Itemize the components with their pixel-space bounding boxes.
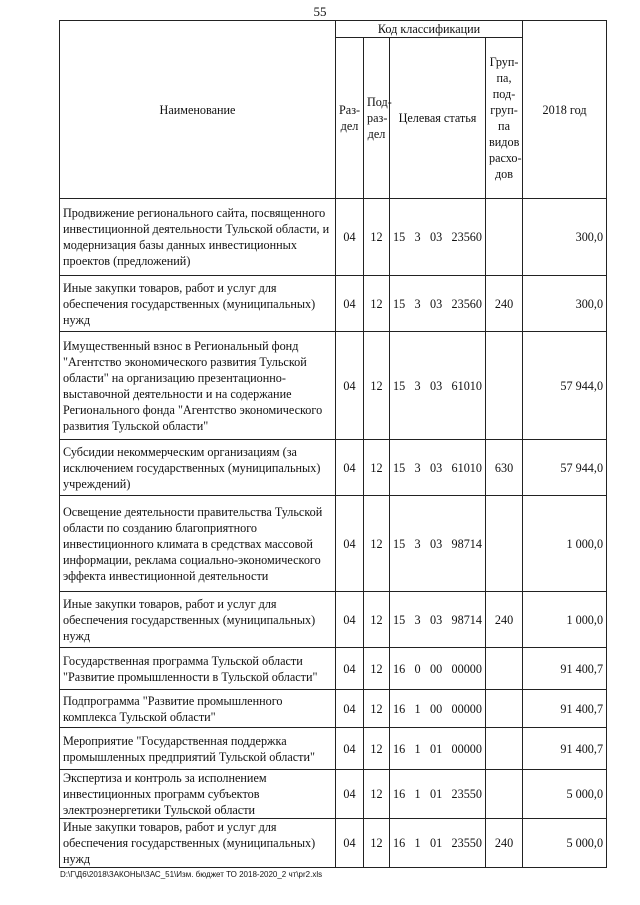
row-subsection: 12 <box>364 276 390 332</box>
row-target <box>390 648 486 690</box>
row-section: 04 <box>336 819 364 868</box>
row-expense-group <box>486 648 523 690</box>
row-subsection: 12 <box>364 819 390 868</box>
row-target-direction: 00000 <box>451 741 482 756</box>
row-amount: 57 944,0 <box>523 332 607 440</box>
row-target-subprogram: 3 <box>414 378 421 393</box>
row-target-program: 16 <box>393 701 406 716</box>
row-amount: 57 944,0 <box>523 440 607 496</box>
row-name: Подпрограмма "Развитие промышленного комплекса Тульской области" <box>60 690 336 728</box>
row-target-program: 15 <box>393 612 406 627</box>
row-subsection: 12 <box>364 592 390 648</box>
row-name: Государственная программа Тульской области "Развитие промышленности в Тульской области" <box>60 648 336 690</box>
table-row <box>60 276 607 332</box>
row-expense-group <box>486 199 523 276</box>
row-name: Иные закупки товаров, работ и услуг для обеспечения государственных (муниципальных) нужд <box>60 276 336 332</box>
row-section: 04 <box>336 648 364 690</box>
row-target-direction: 98714 <box>451 612 482 627</box>
header-code-group: Код классификации <box>336 21 523 38</box>
row-target-direction: 00000 <box>451 661 482 676</box>
row-subsection: 12 <box>364 690 390 728</box>
row-target-event: 03 <box>429 460 443 475</box>
row-target-program: 15 <box>393 536 406 551</box>
row-target-subprogram: 3 <box>414 296 421 311</box>
row-target-program: 15 <box>393 230 406 244</box>
row-target-subprogram: 0 <box>414 661 421 676</box>
table-row <box>60 728 607 770</box>
row-target <box>390 199 486 276</box>
row-expense-group: 240 <box>486 276 523 332</box>
row-target-direction: 61010 <box>451 460 482 475</box>
row-target-program: 16 <box>393 836 406 850</box>
table-row <box>60 440 607 496</box>
table-row <box>60 690 607 728</box>
table-row <box>60 648 607 690</box>
row-amount: 1 000,0 <box>523 592 607 648</box>
row-subsection: 12 <box>364 496 390 592</box>
row-expense-group <box>486 690 523 728</box>
header-expense-group: Груп- па, под- груп- па видов расхо- дов <box>486 38 523 199</box>
row-subsection: 12 <box>364 440 390 496</box>
row-amount: 91 400,7 <box>523 648 607 690</box>
row-target-program: 15 <box>393 296 406 311</box>
row-target-direction: 23550 <box>451 787 482 801</box>
row-name: Субсидии некоммерческим организациям (за исключением государственных (муниципальных) учреждений) <box>60 440 336 496</box>
table-row <box>60 592 607 648</box>
row-expense-group <box>486 728 523 770</box>
row-target-direction: 23550 <box>451 836 482 850</box>
row-section: 04 <box>336 276 364 332</box>
row-target-subprogram: 3 <box>414 230 421 244</box>
header-year: 2018 год <box>523 21 607 199</box>
row-target-event: 00 <box>429 661 443 676</box>
table-row <box>60 770 607 819</box>
row-target-direction: 61010 <box>451 378 482 393</box>
row-expense-group <box>486 770 523 819</box>
file-path-footer: D:\Г\Д6\2018\ЗАКОНЫ\ЗАС_51\Изм. бюджет ТО 2018-2020_2 чт\pr2.xls <box>60 870 323 879</box>
table-row <box>60 496 607 592</box>
table-row <box>60 199 607 276</box>
row-target-direction: 23560 <box>451 296 482 311</box>
row-name: Иные закупки товаров, работ и услуг для обеспечения государственных (муниципальных) нужд <box>60 819 336 868</box>
header-name: Наименование <box>60 21 336 199</box>
row-amount: 300,0 <box>523 199 607 276</box>
row-target <box>390 690 486 728</box>
row-name: Иные закупки товаров, работ и услуг для обеспечения государственных (муниципальных) нужд <box>60 592 336 648</box>
row-section: 04 <box>336 592 364 648</box>
table-row <box>60 332 607 440</box>
row-expense-group <box>486 496 523 592</box>
row-target-event: 03 <box>429 536 443 551</box>
row-subsection: 12 <box>364 332 390 440</box>
row-name: Экспертиза и контроль за исполнением инвестиционных программ субъектов электроэнергетики Тульской области <box>60 770 336 819</box>
row-section: 04 <box>336 199 364 276</box>
row-target-program: 15 <box>393 378 406 393</box>
row-section: 04 <box>336 770 364 819</box>
row-subsection: 12 <box>364 770 390 819</box>
row-section: 04 <box>336 690 364 728</box>
row-amount: 1 000,0 <box>523 496 607 592</box>
row-expense-group: 240 <box>486 819 523 868</box>
header-section: Раз- дел <box>336 38 364 199</box>
row-amount: 91 400,7 <box>523 728 607 770</box>
row-amount: 300,0 <box>523 276 607 332</box>
row-target-event: 03 <box>429 612 443 627</box>
row-target-subprogram: 1 <box>414 741 421 756</box>
row-name: Имущественный взнос в Региональный фонд "Агентство экономического развития Тульской области" на организацию презентационно-выставочной деятельности и на содержание Регионального фонда "Агентство экономического развития Тульской области" <box>60 332 336 440</box>
page-number: 55 <box>313 4 327 19</box>
row-target-event: 01 <box>429 787 443 801</box>
row-section: 04 <box>336 496 364 592</box>
row-target-program: 16 <box>393 741 406 756</box>
row-target-subprogram: 3 <box>414 536 421 551</box>
budget-table <box>59 20 607 868</box>
row-target-subprogram: 1 <box>414 787 421 801</box>
row-target-event: 01 <box>429 836 443 850</box>
row-target <box>390 332 486 440</box>
row-amount: 5 000,0 <box>523 770 607 819</box>
row-section: 04 <box>336 440 364 496</box>
row-target-subprogram: 3 <box>414 460 421 475</box>
row-target-subprogram: 1 <box>414 836 421 850</box>
row-target-program: 15 <box>393 460 406 475</box>
row-expense-group: 240 <box>486 592 523 648</box>
row-target <box>390 440 486 496</box>
row-target-event: 03 <box>429 378 443 393</box>
row-amount: 91 400,7 <box>523 690 607 728</box>
header-subsection: Под- раз- дел <box>364 38 390 199</box>
row-target-subprogram: 3 <box>414 612 421 627</box>
row-expense-group <box>486 332 523 440</box>
row-subsection: 12 <box>364 648 390 690</box>
row-target-direction: 23560 <box>451 230 482 244</box>
row-target <box>390 276 486 332</box>
row-amount: 5 000,0 <box>523 819 607 868</box>
row-target <box>390 728 486 770</box>
row-target-program: 16 <box>393 787 406 801</box>
row-target <box>390 819 486 868</box>
row-name: Продвижение регионального сайта, посвященного инвестиционной деятельности Тульской области, и модернизация базы данных инвестиционных проектов (предложений) <box>60 199 336 276</box>
row-target-program: 16 <box>393 661 406 676</box>
row-subsection: 12 <box>364 728 390 770</box>
row-section: 04 <box>336 332 364 440</box>
row-target <box>390 770 486 819</box>
row-target-subprogram: 1 <box>414 701 421 716</box>
row-target-direction: 00000 <box>451 701 482 716</box>
row-target <box>390 592 486 648</box>
row-section: 04 <box>336 728 364 770</box>
row-name: Освещение деятельности правительства Тульской области по созданию благоприятного инвестиционного климата в средствах массовой информации, реклама социально-экономического эффекта инвестиционной деятельности <box>60 496 336 592</box>
row-target-event: 01 <box>429 741 443 756</box>
row-subsection: 12 <box>364 199 390 276</box>
header-target: Целевая статья <box>390 38 486 199</box>
row-target-event: 03 <box>429 296 443 311</box>
row-expense-group: 630 <box>486 440 523 496</box>
row-target <box>390 496 486 592</box>
row-target-direction: 98714 <box>451 536 482 551</box>
row-target-event: 03 <box>429 230 443 244</box>
row-name: Мероприятие "Государственная поддержка промышленных предприятий Тульской области" <box>60 728 336 770</box>
row-target-event: 00 <box>429 701 443 716</box>
table-row <box>60 819 607 868</box>
